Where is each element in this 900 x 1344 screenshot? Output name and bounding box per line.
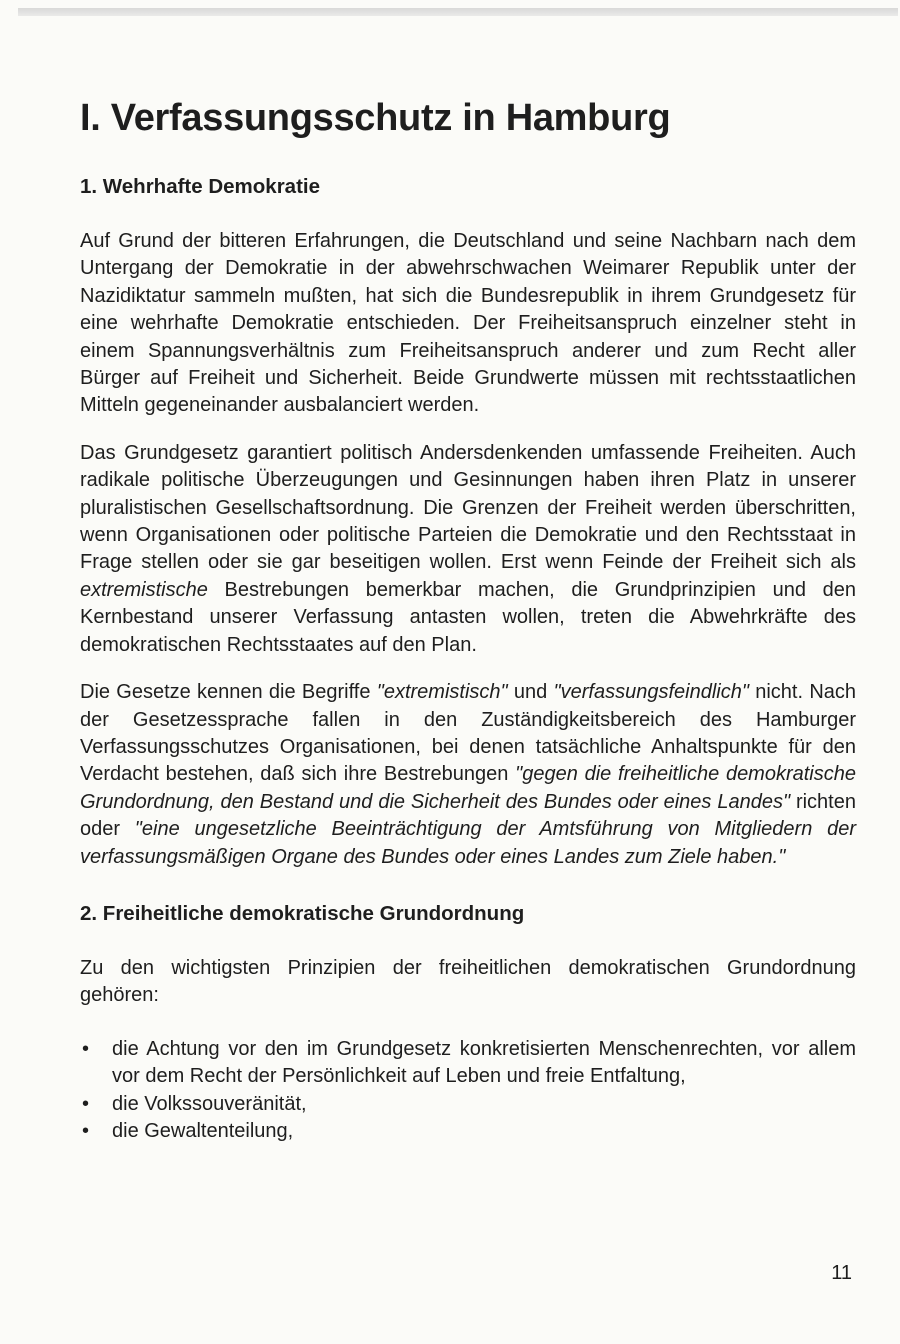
paragraph-3-emphasis-1: "extremistisch" [376, 681, 508, 704]
paragraph-3-text-b: und [507, 681, 554, 704]
paragraph-3-text-a: Die Gesetze kennen die Begriffe [80, 681, 377, 704]
paragraph-2-text-b: Bestrebungen bemerkbar machen, die Grundprinzipien und den Kernbestand unserer Verfassung antasten wollen, treten die Abwehrkräfte des demokratischen Rechtsstaates auf den Plan. [80, 578, 856, 656]
paragraph-3-quote-1: "gegen die freiheitliche demokratische Grundordnung, den Bestand und die Sicherheit des Bundes oder eines Landes" [80, 763, 856, 813]
paragraph-3-emphasis-2: "verfassungsfeindlich" [553, 681, 749, 704]
list-item-text: die Gewaltenteilung, [112, 1119, 294, 1142]
paragraph-3 [80, 679, 856, 871]
document-page [80, 94, 856, 1145]
paragraph-2 [80, 440, 856, 659]
list-item [80, 1118, 856, 1145]
bullet-icon: • [82, 1119, 90, 1142]
paragraph-2-emphasis: extremistische [80, 578, 208, 601]
paragraph-3-quote-2: "eine ungesetzliche Beeinträchtigung der Amtsführung von Mitgliedern der verfassungsmäßigen Organe des Bundes oder eines Landes zum Ziele haben." [80, 818, 856, 868]
principles-list [80, 1036, 856, 1146]
page-number: 11 [831, 1262, 852, 1284]
bullet-icon: • [82, 1037, 90, 1060]
paragraph-1: Auf Grund der bitteren Erfahrungen, die Deutschland und seine Nachbarn nach dem Untergang der Demokratie in der abwehrschwachen Weimarer Republik unter der Nazidiktatur sammeln mußten, hat sich die Bundesrepublik in ihrem Grundgesetz für eine wehrhafte Demokratie entschieden. Der Freiheitsanspruch einzelner steht in einem Spannungsverhältnis zum Freiheitsanspruch anderer und zum Recht aller Bürger auf Freiheit und Sicherheit. Beide Grundwerte müssen mit rechtsstaatlichen Mitteln gegeneinander ausbalanciert werden. [80, 230, 856, 417]
bullet-icon: • [82, 1092, 90, 1115]
paragraph-3-text-d: richten oder [80, 790, 856, 841]
paragraph-2-text-a: Das Grundgesetz garantiert politisch Andersdenkenden umfassende Freiheiten. Auch radikale politische Überzeugungen und Gesinnungen haben ihren Platz in unserer pluralistischen Gesellschaftsordnung. Die Grenzen der Freiheit werden überschritten, wenn Organisationen oder politische Parteien die Demokratie und den Rechtsstaat in Frage stellen oder sie gar beseitigen wollen. Erst wenn Feinde der Freiheit sich als [80, 441, 856, 574]
list-item [80, 1036, 856, 1091]
chapter-title: I. Verfassungsschutz in Hamburg [80, 97, 671, 139]
list-item-text: die Achtung vor den im Grundgesetz konkretisierten Menschenrechten, vor allem vor dem Recht der Persönlichkeit auf Leben und freie Entfaltung, [112, 1037, 856, 1088]
list-item [80, 1091, 856, 1118]
paragraph-3-text-c: nicht. Nach der Gesetzessprache fallen in den Zuständigkeitsbereich des Hamburger Verfassungsschutzes Organisationen, bei denen tatsächliche Anhaltspunkte für den Verdacht bestehen, daß sich ihre Bestrebungen [80, 681, 857, 786]
scan-edge [18, 8, 898, 16]
section-heading-wehrhafte-demokratie: 1. Wehrhafte Demokratie [80, 175, 321, 198]
list-item-text: die Volkssouveränität, [112, 1092, 307, 1115]
section-heading-grundordnung: 2. Freiheitliche demokratische Grundordnung [80, 901, 525, 925]
section-2-intro: Zu den wichtigsten Prinzipien der freiheitlichen demokratischen Grundordnung gehören: [80, 956, 856, 1007]
